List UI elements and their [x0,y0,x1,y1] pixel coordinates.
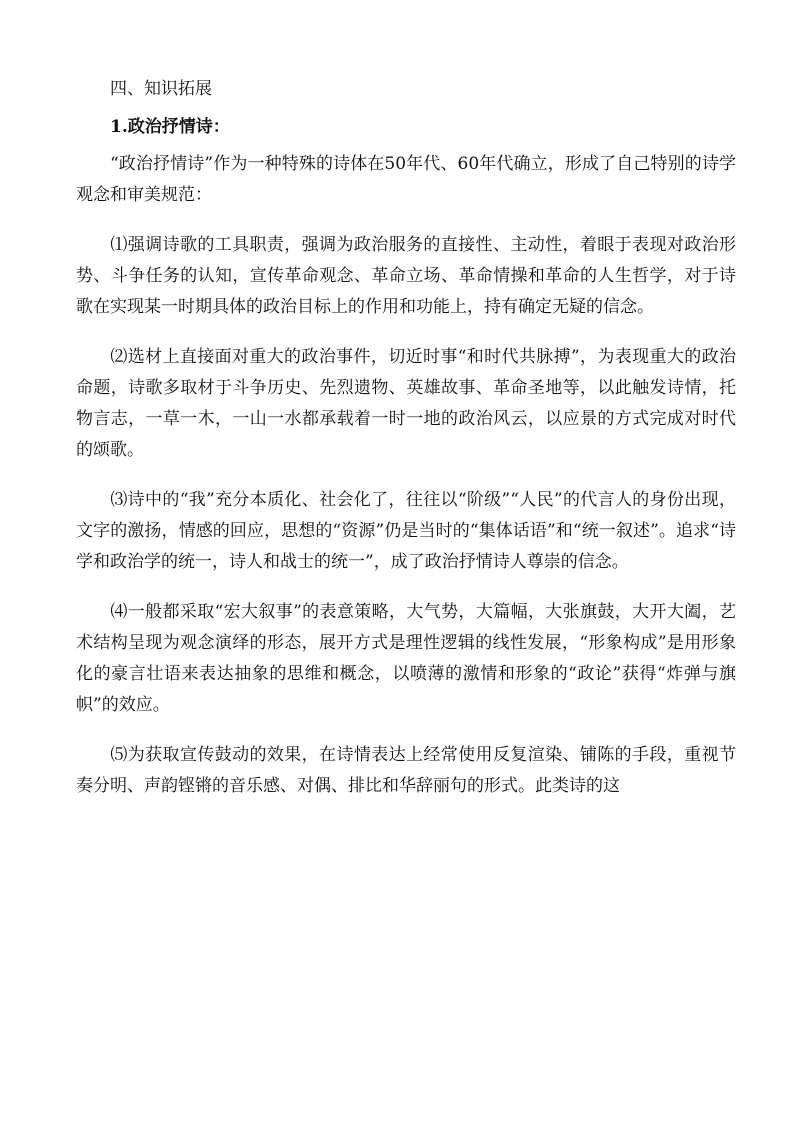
paragraph-text: ⑸为获取宣传鼓动的效果，在诗情表达上经常使用反复渲染、铺陈的手段，重视节奏分明、声韵铿锵的音乐感、对偶、排比和华辞丽句的形式。此类诗的这 [76,745,736,796]
point-5-paragraph [76,740,736,802]
paragraph-text: ⑷一般都采取“宏大叙事”的表意策略，大气势，大篇幅，大张旗鼓，大开大阖，艺术结构呈现为观念演绎的形态，展开方式是理性逻辑的线性发展，“形象构成”是用形象化的豪言壮语来表达抽象的思维和概念，以喷薄的激情和形象的“政论”获得“炸弹与旗帜”的效应。 [76,602,736,715]
paragraph-text: ⑵选材上直接面对重大的政治事件，切近时事“和时代共脉搏”，为表现重大的政治命题，诗歌多取材于斗争历史、先烈遗物、英雄故事、革命圣地等，以此触发诗情，托物言志，一草一木，一山一水都承载着一时一地的政治风云，以应景的方式完成对时代的颂歌。 [76,347,736,460]
section-heading: 四、知识拓展 [110,79,212,99]
document-body [76,72,736,821]
point-4-paragraph [76,597,736,721]
paragraph-text: “政治抒情诗”作为一种特殊的诗体在50年代、60年代确立，形成了自己特别的诗学观念和审美规范： [76,154,736,205]
paragraph-text: ⑶诗中的“我”充分本质化、社会化了，往往以“阶级”“人民”的代言人的身份出现，文字的激扬，情感的回应，思想的“资源”仍是当时的“集体话语”和“统一叙述”。追求“诗学和政治学的统一，诗人和战士的统一”，成了政治抒情诗人尊崇的信念。 [76,490,736,572]
subsection-heading: 1.政治抒情诗： [110,117,230,137]
point-2-paragraph [76,342,736,466]
point-3-paragraph [76,485,736,578]
intro-paragraph [76,149,736,211]
paragraph-text: ⑴强调诗歌的工具职责，强调为政治服务的直接性、主动性，着眼于表现对政治形势、斗争任务的认知，宣传革命观念、革命立场、革命情操和革命的人生哲学，对于诗歌在实现某一时期具体的政治目标上的作用和功能上，持有确定无疑的信念。 [76,235,736,317]
point-1-paragraph [76,230,736,323]
